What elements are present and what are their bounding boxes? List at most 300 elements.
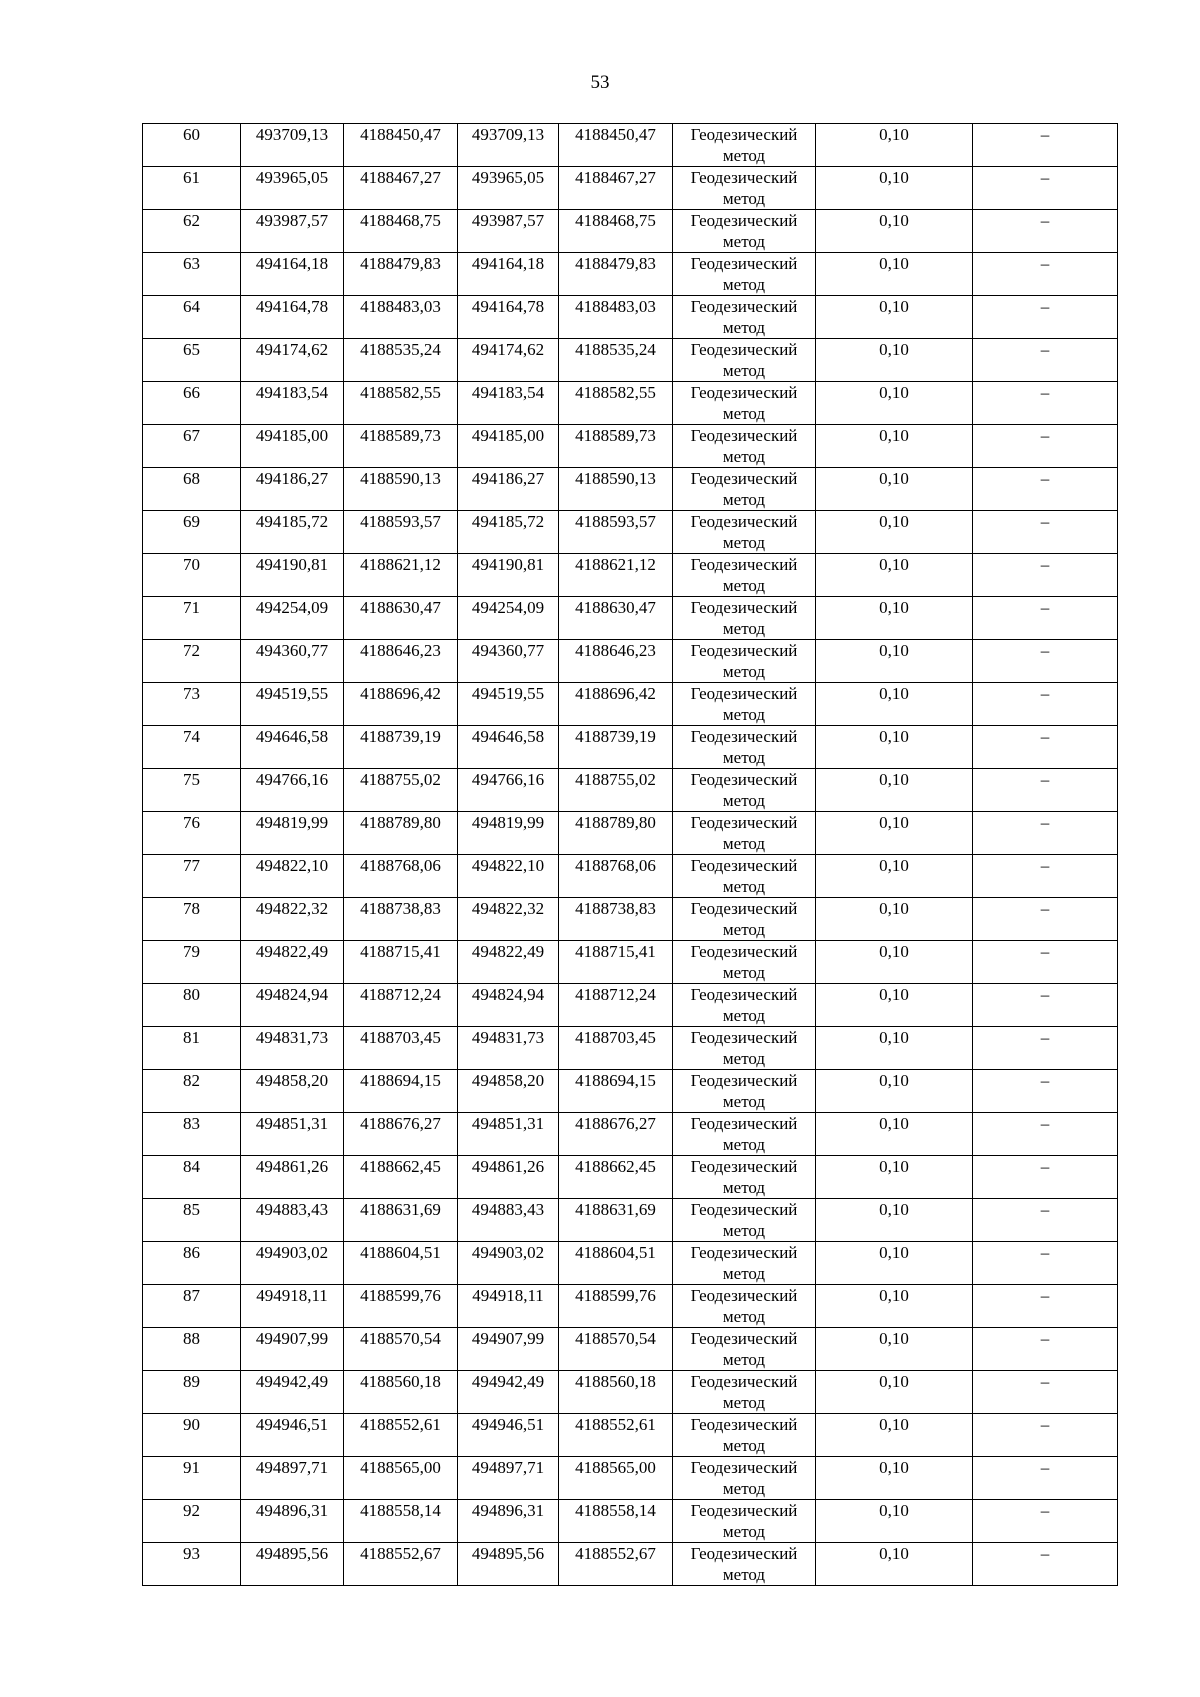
table-row [143,1285,1118,1328]
point-number-cell-text: 80 [183,985,200,1004]
x-coordinate-cell-text: 494519,55 [471,684,545,703]
y-coordinate-cell [344,941,458,984]
table-row [143,855,1118,898]
dash-text: – [1040,813,1050,832]
method-line2: метод [722,705,766,724]
accuracy-cell [816,425,973,468]
accuracy-text: 0,10 [879,297,909,316]
table-row [143,683,1118,726]
dash-text: – [1040,426,1050,445]
accuracy-text: 0,10 [879,383,909,402]
y-coordinate-cell [559,1543,673,1586]
dash-text: – [1040,1071,1050,1090]
table-row [143,1199,1118,1242]
accuracy-text: 0,10 [879,1372,909,1391]
notes-cell [973,339,1118,382]
point-number-cell [143,726,241,769]
table-row [143,339,1118,382]
x-coordinate-cell [458,941,559,984]
notes-cell [973,726,1118,769]
method-line1: Геодезический [690,125,798,144]
accuracy-text: 0,10 [879,684,909,703]
table-row [143,640,1118,683]
y-coordinate-cell-text: 4188768,06 [360,856,441,875]
x-coordinate-cell [241,1500,344,1543]
method-line2: метод [722,619,766,638]
method-line2: метод [722,662,766,681]
x-coordinate-cell-text: 494822,32 [471,899,545,918]
method-line1: Геодезический [690,383,798,402]
x-coordinate-cell [241,210,344,253]
y-coordinate-cell-text: 4188696,42 [360,684,441,703]
y-coordinate-cell-text: 4188590,13 [575,469,656,488]
method-cell [673,1543,816,1586]
x-coordinate-cell-text: 494895,56 [471,1544,545,1563]
notes-cell [973,984,1118,1027]
y-coordinate-cell [344,812,458,855]
x-coordinate-cell-text: 494858,20 [471,1071,545,1090]
point-number-cell-text: 86 [183,1243,200,1262]
x-coordinate-cell-text: 493709,13 [471,125,545,144]
dash-text: – [1040,727,1050,746]
y-coordinate-cell [559,726,673,769]
dash-text: – [1040,340,1050,359]
method-line1: Геодезический [690,813,798,832]
accuracy-text: 0,10 [879,813,909,832]
dash-text: – [1040,1286,1050,1305]
y-coordinate-cell [344,1070,458,1113]
method-line2: метод [722,533,766,552]
notes-cell [973,1457,1118,1500]
y-coordinate-cell-text: 4188535,24 [575,340,656,359]
notes-cell [973,554,1118,597]
method-line2: метод [722,318,766,337]
notes-cell [973,425,1118,468]
dash-text: – [1040,1415,1050,1434]
method-cell [673,597,816,640]
accuracy-text: 0,10 [879,1028,909,1047]
notes-cell [973,1070,1118,1113]
y-coordinate-cell [559,1285,673,1328]
y-coordinate-cell-text: 4188570,54 [575,1329,656,1348]
x-coordinate-cell-text: 494185,72 [255,512,329,531]
method-line1: Геодезический [690,1243,798,1262]
y-coordinate-cell [344,640,458,683]
accuracy-cell [816,468,973,511]
accuracy-cell [816,511,973,554]
x-coordinate-cell [458,640,559,683]
accuracy-cell [816,898,973,941]
table-row [143,1457,1118,1500]
x-coordinate-cell [241,769,344,812]
table-row [143,1414,1118,1457]
method-line2: метод [722,1092,766,1111]
y-coordinate-cell-text: 4188694,15 [575,1071,656,1090]
y-coordinate-cell-text: 4188703,45 [575,1028,656,1047]
x-coordinate-cell-text: 494946,51 [471,1415,545,1434]
method-cell [673,769,816,812]
table-row [143,382,1118,425]
notes-cell [973,511,1118,554]
accuracy-cell [816,1328,973,1371]
method-line1: Геодезический [690,598,798,617]
dash-text: – [1040,1501,1050,1520]
notes-cell [973,640,1118,683]
x-coordinate-cell [458,1113,559,1156]
method-line1: Геодезический [690,1028,798,1047]
accuracy-cell [816,1414,973,1457]
method-line1: Геодезический [690,856,798,875]
x-coordinate-cell [241,124,344,167]
method-line1: Геодезический [690,985,798,1004]
x-coordinate-cell [458,812,559,855]
y-coordinate-cell-text: 4188589,73 [575,426,656,445]
point-number-cell [143,640,241,683]
x-coordinate-cell [241,812,344,855]
y-coordinate-cell [559,1070,673,1113]
point-number-cell-text: 60 [183,125,200,144]
accuracy-text: 0,10 [879,770,909,789]
x-coordinate-cell [241,1371,344,1414]
y-coordinate-cell-text: 4188712,24 [360,985,441,1004]
y-coordinate-cell-text: 4188646,23 [575,641,656,660]
x-coordinate-cell [458,1371,559,1414]
method-line1: Геодезический [690,727,798,746]
method-line1: Геодезический [690,1501,798,1520]
method-line1: Геодезический [690,211,798,230]
accuracy-text: 0,10 [879,985,909,1004]
y-coordinate-cell [344,554,458,597]
y-coordinate-cell-text: 4188676,27 [360,1114,441,1133]
method-cell [673,683,816,726]
x-coordinate-cell-text: 494903,02 [471,1243,545,1262]
x-coordinate-cell-text: 494896,31 [471,1501,545,1520]
method-cell [673,167,816,210]
x-coordinate-cell-text: 494895,56 [255,1544,329,1563]
dash-text: – [1040,555,1050,574]
method-line2: метод [722,232,766,251]
point-number-cell-text: 90 [183,1415,200,1434]
method-line1: Геодезический [690,1071,798,1090]
x-coordinate-cell [458,167,559,210]
accuracy-cell [816,210,973,253]
method-cell [673,425,816,468]
x-coordinate-cell [458,1070,559,1113]
method-line1: Геодезический [690,942,798,961]
y-coordinate-cell-text: 4188703,45 [360,1028,441,1047]
dash-text: – [1040,641,1050,660]
point-number-cell-text: 93 [183,1544,200,1563]
accuracy-cell [816,339,973,382]
x-coordinate-cell [458,425,559,468]
x-coordinate-cell-text: 494185,00 [255,426,329,445]
table-row [143,1027,1118,1070]
y-coordinate-cell [559,1242,673,1285]
dash-text: – [1040,1157,1050,1176]
y-coordinate-cell [559,382,673,425]
method-cell [673,1242,816,1285]
notes-cell [973,1027,1118,1070]
y-coordinate-cell [559,855,673,898]
method-line2: метод [722,1178,766,1197]
dash-text: – [1040,856,1050,875]
point-number-cell [143,1457,241,1500]
dash-text: – [1040,254,1050,273]
x-coordinate-cell [458,296,559,339]
point-number-cell [143,253,241,296]
method-line2: метод [722,361,766,380]
accuracy-text: 0,10 [879,426,909,445]
method-line2: метод [722,963,766,982]
table-row [143,898,1118,941]
accuracy-cell [816,554,973,597]
method-line2: метод [722,1221,766,1240]
accuracy-cell [816,769,973,812]
point-number-cell-text: 87 [183,1286,200,1305]
point-number-cell-text: 70 [183,555,200,574]
method-line1: Геодезический [690,555,798,574]
x-coordinate-cell-text: 494822,10 [255,856,329,875]
y-coordinate-cell [559,1371,673,1414]
method-cell [673,1027,816,1070]
y-coordinate-cell [559,210,673,253]
accuracy-cell [816,167,973,210]
point-number-cell [143,511,241,554]
accuracy-text: 0,10 [879,856,909,875]
point-number-cell-text: 78 [183,899,200,918]
method-line1: Геодезический [690,899,798,918]
accuracy-text: 0,10 [879,1286,909,1305]
y-coordinate-cell-text: 4188676,27 [575,1114,656,1133]
x-coordinate-cell [241,468,344,511]
x-coordinate-cell-text: 494831,73 [471,1028,545,1047]
method-line1: Геодезический [690,1114,798,1133]
point-number-cell-text: 84 [183,1157,200,1176]
y-coordinate-cell-text: 4188631,69 [575,1200,656,1219]
accuracy-cell [816,597,973,640]
accuracy-cell [816,382,973,425]
y-coordinate-cell [344,1199,458,1242]
point-number-cell [143,124,241,167]
y-coordinate-cell [344,855,458,898]
y-coordinate-cell-text: 4188599,76 [575,1286,656,1305]
table-row [143,941,1118,984]
x-coordinate-cell [241,167,344,210]
point-number-cell [143,855,241,898]
accuracy-text: 0,10 [879,512,909,531]
accuracy-cell [816,253,973,296]
y-coordinate-cell [344,425,458,468]
x-coordinate-cell-text: 494822,49 [471,942,545,961]
dash-text: – [1040,1114,1050,1133]
x-coordinate-cell [241,554,344,597]
y-coordinate-cell [559,1027,673,1070]
notes-cell [973,1113,1118,1156]
point-number-cell [143,1414,241,1457]
point-number-cell-text: 66 [183,383,200,402]
method-line2: метод [722,447,766,466]
point-number-cell [143,339,241,382]
y-coordinate-cell-text: 4188582,55 [360,383,441,402]
method-cell [673,640,816,683]
table-row [143,1500,1118,1543]
point-number-cell [143,1199,241,1242]
y-coordinate-cell-text: 4188662,45 [575,1157,656,1176]
point-number-cell-text: 88 [183,1329,200,1348]
dash-text: – [1040,1544,1050,1563]
x-coordinate-cell-text: 494164,78 [255,297,329,316]
x-coordinate-cell [458,1500,559,1543]
accuracy-text: 0,10 [879,899,909,918]
x-coordinate-cell-text: 494254,09 [471,598,545,617]
point-number-cell-text: 75 [183,770,200,789]
dash-text: – [1040,1028,1050,1047]
accuracy-text: 0,10 [879,211,909,230]
x-coordinate-cell-text: 494858,20 [255,1071,329,1090]
x-coordinate-cell-text: 493987,57 [255,211,329,230]
table-row [143,1543,1118,1586]
y-coordinate-cell-text: 4188755,02 [575,770,656,789]
notes-cell [973,1242,1118,1285]
y-coordinate-cell [344,1242,458,1285]
y-coordinate-cell-text: 4188696,42 [575,684,656,703]
point-number-cell-text: 61 [183,168,200,187]
x-coordinate-cell [458,898,559,941]
dash-text: – [1040,985,1050,1004]
accuracy-text: 0,10 [879,168,909,187]
y-coordinate-cell-text: 4188468,75 [575,211,656,230]
method-line1: Геодезический [690,512,798,531]
x-coordinate-cell [458,1414,559,1457]
method-line2: метод [722,834,766,853]
x-coordinate-cell [241,640,344,683]
notes-cell [973,683,1118,726]
y-coordinate-cell-text: 4188593,57 [360,512,441,531]
method-cell [673,1156,816,1199]
point-number-cell-text: 83 [183,1114,200,1133]
notes-cell [973,124,1118,167]
coordinates-table [142,123,1118,1586]
x-coordinate-cell-text: 494824,94 [471,985,545,1004]
x-coordinate-cell [241,597,344,640]
y-coordinate-cell-text: 4188467,27 [360,168,441,187]
x-coordinate-cell-text: 494164,78 [471,297,545,316]
y-coordinate-cell [559,124,673,167]
x-coordinate-cell-text: 494883,43 [471,1200,545,1219]
method-line1: Геодезический [690,1415,798,1434]
point-number-cell-text: 82 [183,1071,200,1090]
x-coordinate-cell-text: 494918,11 [472,1286,544,1305]
method-line2: метод [722,877,766,896]
x-coordinate-cell-text: 494185,72 [471,512,545,531]
x-coordinate-cell-text: 494907,99 [471,1329,545,1348]
x-coordinate-cell [241,339,344,382]
notes-cell [973,855,1118,898]
x-coordinate-cell [458,554,559,597]
y-coordinate-cell-text: 4188738,83 [360,899,441,918]
y-coordinate-cell [344,382,458,425]
method-line2: метод [722,1350,766,1369]
accuracy-cell [816,1371,973,1414]
notes-cell [973,898,1118,941]
y-coordinate-cell [559,468,673,511]
dash-text: – [1040,1458,1050,1477]
method-cell [673,1457,816,1500]
y-coordinate-cell [559,1113,673,1156]
accuracy-text: 0,10 [879,1243,909,1262]
accuracy-cell [816,855,973,898]
point-number-cell-text: 72 [183,641,200,660]
x-coordinate-cell-text: 493965,05 [471,168,545,187]
x-coordinate-cell-text: 494164,18 [471,254,545,273]
y-coordinate-cell-text: 4188599,76 [360,1286,441,1305]
x-coordinate-cell-text: 494861,26 [471,1157,545,1176]
y-coordinate-cell-text: 4188662,45 [360,1157,441,1176]
method-line1: Геодезический [690,297,798,316]
x-coordinate-cell [458,984,559,1027]
accuracy-text: 0,10 [879,1415,909,1434]
y-coordinate-cell [344,1328,458,1371]
method-cell [673,1285,816,1328]
point-number-cell [143,1113,241,1156]
dash-text: – [1040,899,1050,918]
point-number-cell-text: 79 [183,942,200,961]
accuracy-text: 0,10 [879,254,909,273]
method-cell [673,984,816,1027]
y-coordinate-cell-text: 4188715,41 [360,942,441,961]
x-coordinate-cell-text: 493987,57 [471,211,545,230]
y-coordinate-cell [559,554,673,597]
x-coordinate-cell-text: 494903,02 [255,1243,329,1262]
method-line1: Геодезический [690,340,798,359]
accuracy-cell [816,726,973,769]
method-line2: метод [722,1307,766,1326]
x-coordinate-cell-text: 494819,99 [255,813,329,832]
point-number-cell [143,296,241,339]
x-coordinate-cell [241,984,344,1027]
y-coordinate-cell-text: 4188694,15 [360,1071,441,1090]
y-coordinate-cell [344,1500,458,1543]
y-coordinate-cell [344,984,458,1027]
x-coordinate-cell [241,1156,344,1199]
y-coordinate-cell-text: 4188479,83 [575,254,656,273]
x-coordinate-cell-text: 494896,31 [255,1501,329,1520]
y-coordinate-cell [344,1457,458,1500]
accuracy-text: 0,10 [879,125,909,144]
method-line2: метод [722,1135,766,1154]
point-number-cell [143,1156,241,1199]
table-row [143,554,1118,597]
point-number-cell [143,1543,241,1586]
x-coordinate-cell [241,855,344,898]
accuracy-cell [816,812,973,855]
method-line2: метод [722,576,766,595]
y-coordinate-cell [559,1457,673,1500]
x-coordinate-cell-text: 494646,58 [255,727,329,746]
point-number-cell-text: 91 [183,1458,200,1477]
y-coordinate-cell-text: 4188560,18 [360,1372,441,1391]
x-coordinate-cell-text: 494822,10 [471,856,545,875]
table-row [143,253,1118,296]
accuracy-text: 0,10 [879,1501,909,1520]
y-coordinate-cell [559,339,673,382]
point-number-cell [143,769,241,812]
x-coordinate-cell [458,1242,559,1285]
x-coordinate-cell [241,726,344,769]
point-number-cell-text: 92 [183,1501,200,1520]
accuracy-text: 0,10 [879,1544,909,1563]
point-number-cell [143,1500,241,1543]
